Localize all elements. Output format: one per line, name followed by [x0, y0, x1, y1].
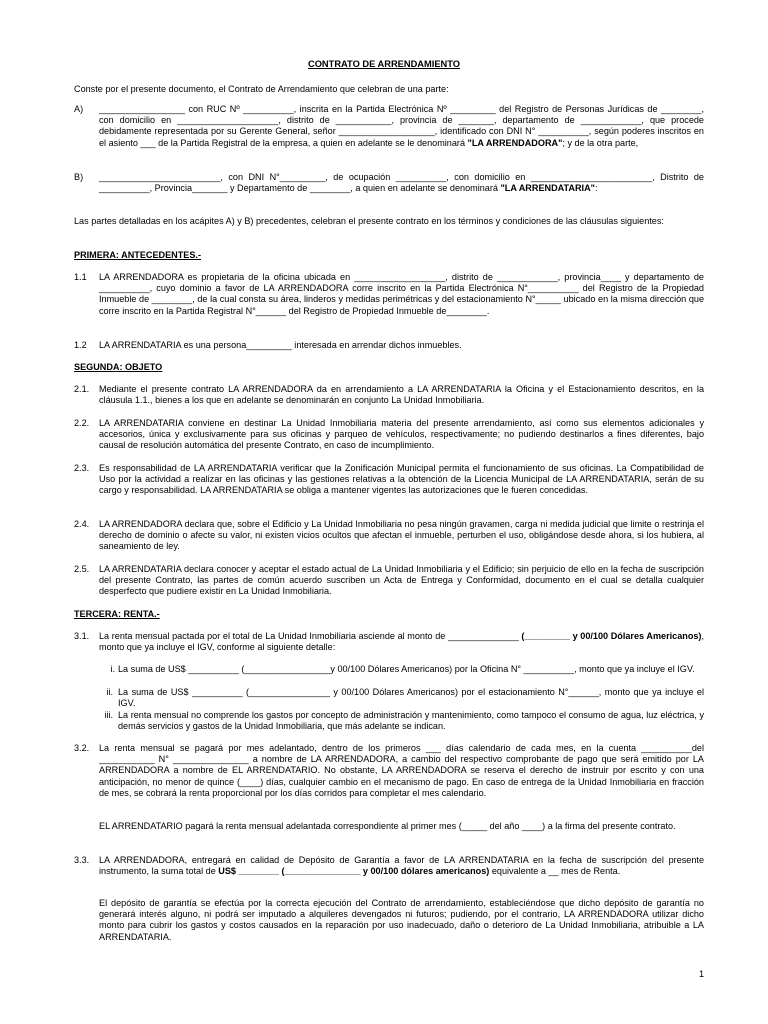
party-b-paragraph	[99, 172, 704, 194]
item-iii-text: La renta mensual no comprende los gastos por concepto de administración y mantenimiento, como tampoco el consumo de agua, luz eléctrica, y demás servicios y gastos de la Unidad Inmobiliaria, que más adelante se indican.	[118, 710, 704, 732]
party-a-bold: "LA ARRENDADORA"	[467, 137, 563, 148]
clause-2-1-text: Mediante el presente contrato LA ARRENDADORA da en arrendamiento a LA ARRENDATARIA la Oficina y el Estacionamiento descritos, en la cláusula 1.1., bienes a los que en adelante se denominarán en conjunto La Unidad Inmobiliaria.	[99, 384, 704, 406]
clause-2-3-number: 2.3.	[74, 463, 90, 473]
clause-3-3-bold: US$ ________ (_______________ y 00/100 dólares americanos)	[218, 866, 490, 877]
clause-1-1-number: 1.1	[74, 272, 87, 282]
party-b-bold: "LA ARRENDATARIA"	[500, 183, 595, 194]
clause-3-3-text-a: LA ARRENDADORA, entregará en calidad de Depósito de Garantía a favor de LA ARRENDATARIA en la fecha de suscripción del presente instrumento, la suma total de	[99, 855, 704, 877]
party-b-text: ________________________, con DNI N°_________, de ocupación __________, con domicilio en ________________________, Distrito de __________, Provincia_______ y Departamento de ________, a quien en adelante se denominará	[99, 172, 704, 194]
clause-3-2-number: 3.2.	[74, 743, 90, 753]
clause-2-5-text: LA ARRENDATARIA declara conocer y aceptar el estado actual de La Unidad Inmobiliaria y el Edificio; sin perjuicio de ello en la fecha de suscripción del presente Contrato, las partes de común acuerdo suscriben un Acta de Entrega y Conformidad, documento en el cual se detalla cualquier desperfecto que pudiere existir en La Unidad Inmobiliaria.	[99, 564, 704, 597]
section-segunda-heading: SEGUNDA: OBJETO	[74, 362, 163, 372]
clause-3-1-number: 3.1.	[74, 631, 90, 641]
document-title: CONTRATO DE ARRENDAMIENTO	[307, 59, 461, 69]
page-number: 1	[698, 969, 704, 979]
clause-3-3-text-b: equivalente a __ mes de Renta.	[491, 866, 621, 877]
clause-2-1-number: 2.1.	[74, 384, 90, 394]
clause-3-1-text	[99, 631, 704, 653]
clause-3-2-second-paragraph: EL ARRENDATARIO pagará la renta mensual adelantada correspondiente al primer mes (_____ del año ____) a la firma del presente contrato.	[99, 821, 676, 831]
party-a-label: A)	[74, 104, 84, 114]
clause-3-1-text-a: La renta mensual pactada por el total de La Unidad Inmobiliaria asciende al monto de ______________	[99, 631, 519, 641]
clause-1-2-text: LA ARRENDATARIA es una persona_________ interesada en arrendar dichos inmuebles.	[99, 340, 462, 350]
section-tercera-heading: TERCERA: RENTA.-	[74, 609, 160, 619]
party-b-label: B)	[74, 172, 84, 182]
section-primera-heading: PRIMERA: ANTECEDENTES.-	[74, 250, 201, 260]
clause-3-3-number: 3.3.	[74, 855, 90, 865]
clause-2-4-text: LA ARRENDADORA declara que, sobre el Edificio y La Unidad Inmobiliaria no pesa ningún gravamen, carga ni medida judicial que limite o restrinja el derecho de dominio o afecte su valor, ni existen vicios ocultos que afectan el inmueble, perturben el uso, obligándose desde ahora, si los hubiera, al saneamiento de ley.	[99, 519, 704, 552]
party-b-tail: :	[594, 183, 598, 194]
clause-2-3-text: Es responsabilidad de LA ARRENDATARIA verificar que la Zonificación Municipal permita el funcionamiento de sus oficinas. La Compatibilidad de Uso por la actividad a realizar en las oficinas y las gestiones relativas a la obtención de la Licencia Municipal de LA ARRENDATARIA, serán de su cargo y responsabilidad. LA ARRENDATARIA se obliga a mantener vigentes las autorizaciones que le fueren concedidas.	[99, 463, 704, 496]
item-i-label: i.	[110, 664, 115, 674]
party-a-paragraph	[99, 104, 704, 149]
clause-3-3-text	[99, 855, 704, 877]
clause-2-2-text: LA ARRENDATARIA conviene en destinar La Unidad Inmobiliaria materia del presente arrendamiento, así como sus elementos adicionales y accesorios, única y exclusivamente para sus oficinas y parqueo de vehículos, respectivamente; no pudiendo destinarlos a fines diferentes, bajo causal de resolución automática del presente Contrato, en caso de incumplimiento.	[99, 418, 704, 451]
item-ii-label: ii.	[106, 687, 113, 697]
clause-3-1-text-b: , monto que ya incluye el IGV, conforme al siguiente detalle:	[99, 631, 704, 653]
clause-2-5-number: 2.5.	[74, 564, 90, 574]
clause-1-1-text: LA ARRENDADORA es propietaria de la oficina ubicada en __________________, distrito de ____________, provincia____ y departamento de __________, cuyo dominio a favor de LA ARRENDADORA corre inscrito en la Partida Electrónica N°__________ del Registro de la Propiedad Inmueble de ________, de la cual consta su área, linderos y medidas perimétricas y del estacionamiento N°_____ ubicado en la misma dirección que corre inscrito en la Partida Registral N°______ del Registro de Propiedad Inmueble de________.	[99, 272, 704, 316]
clause-2-4-number: 2.4.	[74, 519, 90, 529]
clause-3-2-text: La renta mensual se pagará por mes adelantado, dentro de los primeros ___ días calendario de cada mes, en la cuenta __________del ___________ N° _______________ a nombre de LA ARRENDADORA, a cambio del respectivo comprobante de pago que será emitido por LA ARRENDADORA a nombre de EL ARRENDATARIO. No obstante, LA ARRENDADORA se reserva el derecho de instruir por escrito y con una anticipación, no menor de quince (____) días, cualquier cambio en el mecanismo de pago. En caso de entrega de la Unidad Inmobiliaria en fracción de mes, se cobrará la renta proporcional por los días corridos para completar el mes calendario.	[99, 743, 704, 798]
clause-2-2-number: 2.2.	[74, 418, 90, 428]
item-i-text: La suma de US$ __________ (_________________y 00/100 Dólares Americanos) por la Oficina N° __________, monto que ya incluye el IGV.	[118, 664, 695, 674]
intro-paragraph: Conste por el presente documento, el Contrato de Arrendamiento que celebran de una parte:	[74, 84, 449, 94]
party-a-text: _________________ con RUC Nº __________, inscrita en la Partida Electrónica Nº _________ del Registro de Personas Jurídicas de ________, con domicilio en ____________________, distrito de ___________, provincia de _______, departamento de ____________, que procede debidamente representada por su Gerente General, señor ___________________, identificado con DNI N° __________, según poderes inscritos en el asiento ___ de la Partida Registral de la empresa, a quien en adelante se le denominará	[99, 104, 704, 148]
item-ii-text: La suma de US$ __________ (________________ y 00/100 Dólares Americanos) por el estacionamiento N°______, monto que ya incluye el IGV.	[118, 687, 704, 709]
clause-3-3-second-paragraph: El depósito de garantía se efectúa por la correcta ejecución del Contrato de arrendamiento, estableciéndose que dicho depósito de garantía no generará interés alguno, ni podrá ser imputado a alquileres devengados ni futuros; pudiendo, por el contrario, LA ARRENDADORA utilizar dicho monto para cubrir los gastos y costos causados en la reparación por uso inadecuado, daño o deterioro de La Unidad Inmobiliaria, atribuible a LA ARRENDATARIA.	[99, 898, 704, 942]
clause-1-2-number: 1.2	[74, 340, 87, 350]
clause-3-1-bold: (_________ y 00/100 Dólares Americanos)	[521, 631, 702, 641]
item-iii-label: iii.	[104, 710, 113, 720]
party-a-tail: ; y de la otra parte,	[562, 137, 639, 148]
parties-paragraph: Las partes detalladas en los acápites A) y B) precedentes, celebran el presente contrato en los términos y condiciones de las cláusulas siguientes:	[74, 216, 664, 226]
